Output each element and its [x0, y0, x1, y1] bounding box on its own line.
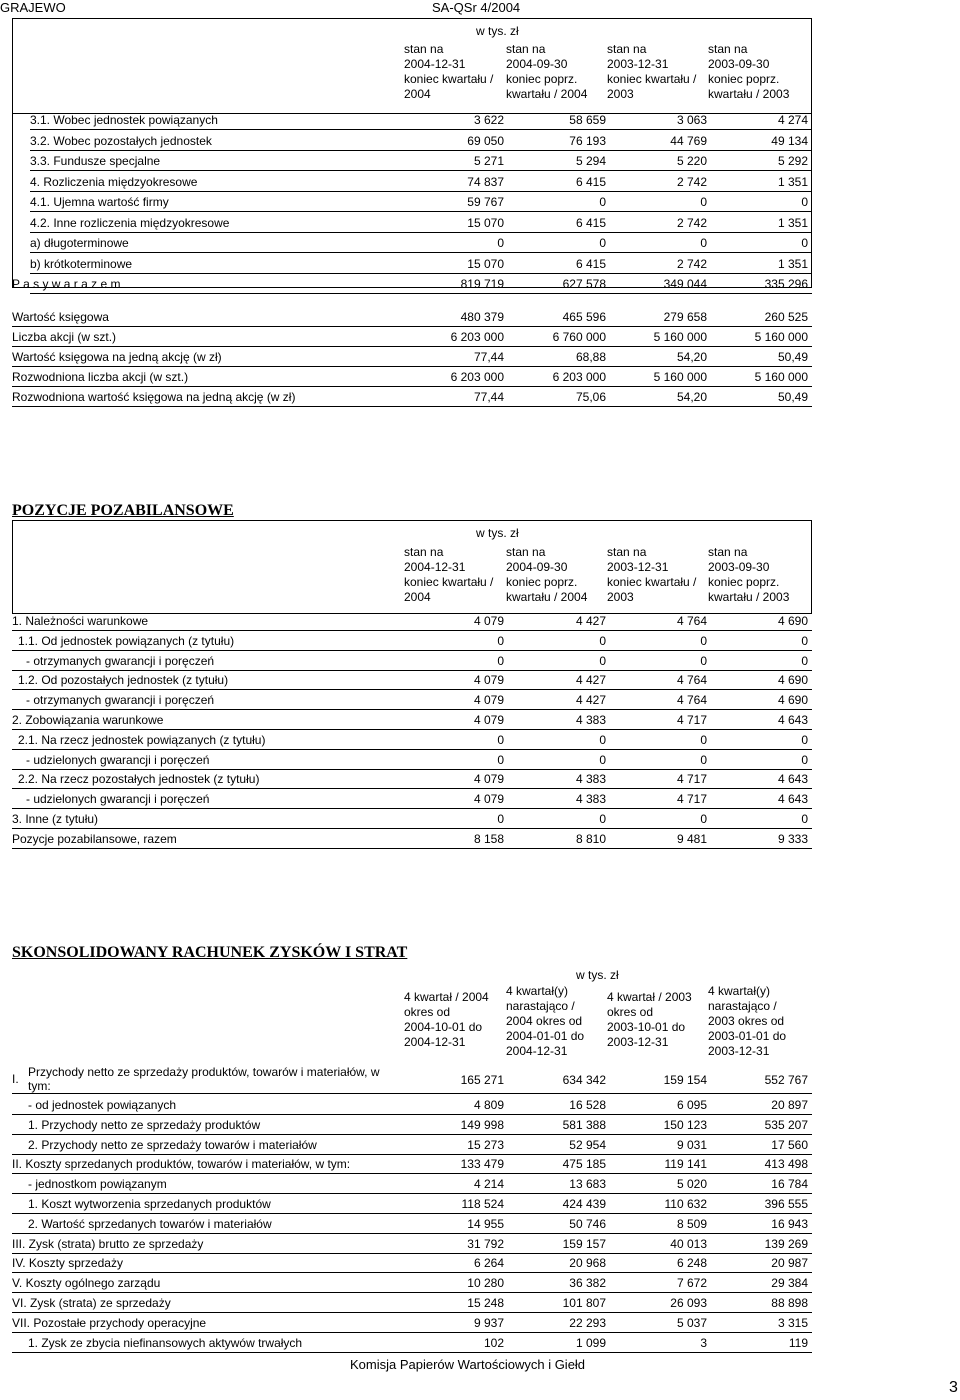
column-header: 4 kwartał(y) narastająco / 2003 okres od 2003-01-01 do 2003-12-31	[708, 984, 787, 1058]
row-value: 29 384	[771, 1276, 808, 1291]
row-value: 5 037	[676, 1315, 707, 1330]
page-number: 3	[949, 1379, 958, 1396]
row-value: 9 481	[676, 831, 707, 846]
row-value: 0	[599, 633, 606, 648]
row-label: 3.3. Fundusze specjalne	[30, 154, 161, 168]
row-value: 13 683	[569, 1177, 606, 1192]
footer-text: Komisja Papierów Wartościowych i Giełd	[350, 1357, 586, 1372]
row-value: 22 293	[569, 1315, 606, 1330]
row-value: 1 351	[777, 215, 808, 230]
row-value: 627 578	[562, 277, 606, 291]
row-label: 3. Inne (z tytułu)	[12, 812, 99, 826]
row-value: 4 690	[777, 614, 808, 628]
off-balance-row	[0, 651, 960, 671]
row-value: 6 248	[676, 1256, 707, 1271]
row-label: - jednostkom powiązanym	[28, 1177, 167, 1192]
row-value: 0	[700, 752, 707, 767]
row-value: 6 203 000	[552, 370, 606, 384]
row-value: 15 070	[467, 256, 504, 271]
row-value: 4 690	[777, 693, 808, 708]
row-value: 54,20	[676, 390, 707, 404]
row-label: 2.2. Na rzecz pozostałych jednostek (z tytułu)	[18, 772, 260, 787]
column-header: stan na 2004-09-30 koniec poprz. kwartału / 2004	[506, 42, 588, 101]
row-value: 4 717	[676, 792, 707, 807]
row-label: 1. Przychody netto ze sprzedaży produktów	[28, 1117, 261, 1132]
row-value: 4 717	[676, 772, 707, 787]
row-label: 4. Rozliczenia międzyokresowe	[30, 174, 198, 189]
off-balance-row	[0, 769, 960, 789]
row-value: 31 792	[467, 1236, 504, 1251]
row-value: 15 248	[467, 1296, 504, 1310]
row-rule	[12, 1093, 812, 1094]
income-first-value: 634 342	[562, 1073, 606, 1087]
row-value: 260 525	[764, 310, 808, 324]
row-label: 3.2. Wobec pozostałych jednostek	[30, 133, 212, 148]
income-row	[0, 1234, 960, 1254]
row-value: 40 013	[670, 1236, 707, 1251]
row-label: 4.1. Ujemna wartość firmy	[30, 195, 169, 209]
row-value: 0	[700, 732, 707, 747]
row-value: 150 123	[663, 1117, 707, 1132]
row-value: 8 509	[676, 1216, 707, 1231]
row-value: 4 643	[777, 792, 808, 807]
row-value: 4 643	[777, 713, 808, 727]
row-value: 102	[483, 1335, 504, 1350]
income-row	[0, 1154, 960, 1174]
row-value: 52 954	[569, 1137, 606, 1152]
row-value: 0	[801, 236, 808, 250]
row-value: 0	[497, 732, 504, 747]
income-row	[0, 1293, 960, 1313]
unit-label: w tys. zł	[476, 24, 519, 38]
row-label: Rozwodniona wartość księgowa na jedną akcję (w zł)	[12, 390, 296, 404]
row-value: 0	[599, 752, 606, 767]
row-value: 480 379	[460, 310, 504, 324]
income-row	[0, 1273, 960, 1293]
row-value: 465 596	[562, 310, 606, 324]
row-value: 0	[700, 653, 707, 668]
column-header: stan na 2003-12-31 koniec kwartału / 2003	[607, 545, 697, 604]
column-header: stan na 2004-12-31 koniec kwartału / 2004	[404, 545, 494, 604]
row-value: 110 632	[664, 1197, 707, 1211]
row-value: 0	[599, 236, 606, 250]
row-label: 2. Wartość sprzedanych towarów i materiałów	[28, 1216, 272, 1231]
row-label: VII. Pozostałe przychody operacyjne	[12, 1315, 207, 1330]
row-label: IV. Koszty sprzedaży	[12, 1256, 123, 1271]
liabilities-bottom-frame	[12, 114, 812, 288]
row-label: VI. Zysk (strata) ze sprzedaży	[12, 1296, 171, 1310]
row-value: 413 498	[764, 1157, 808, 1172]
row-label: - udzielonych gwarancji i poręczeń	[26, 752, 210, 767]
row-value: 4 690	[777, 673, 808, 688]
row-value: 6 415	[575, 174, 606, 189]
income-row	[0, 1253, 960, 1273]
row-value: 88 898	[771, 1296, 808, 1310]
row-value: 119 141	[664, 1157, 707, 1172]
row-value: 0	[801, 752, 808, 767]
income-row	[0, 1095, 960, 1115]
row-value: 3	[700, 1335, 707, 1350]
off-balance-row	[0, 789, 960, 809]
row-value: 4 764	[676, 614, 707, 628]
row-label: - otrzymanych gwarancji i poręczeń	[26, 693, 215, 708]
column-header: 4 kwartał / 2003 okres od 2003-10-01 do 2003-12-31	[607, 990, 692, 1049]
row-value: 3 315	[777, 1315, 808, 1330]
row-value: 2 742	[676, 256, 707, 271]
column-header: stan na 2004-09-30 koniec poprz. kwartału / 2004	[506, 545, 588, 604]
row-value: 0	[599, 812, 606, 826]
row-value: 5 160 000	[754, 370, 808, 384]
row-value: 4 079	[473, 693, 504, 708]
row-value: 4 427	[575, 693, 606, 708]
row-value: 0	[801, 195, 808, 209]
row-value: 3 622	[473, 113, 504, 127]
row-value: 1 351	[777, 174, 808, 189]
row-rule	[30, 293, 812, 294]
row-value: 0	[497, 633, 504, 648]
row-value: 0	[801, 732, 808, 747]
row-label: P a s y w a r a z e m	[12, 277, 121, 291]
row-value: 535 207	[764, 1117, 808, 1132]
row-label: b) krótkoterminowe	[30, 256, 133, 271]
off-balance-row	[0, 690, 960, 710]
income-first-label-1: Przychody netto ze sprzedaży produktów, towarów i materiałów, w	[28, 1065, 380, 1079]
row-label: Rozwodniona liczba akcji (w szt.)	[12, 370, 189, 384]
row-value: 5 294	[575, 154, 606, 168]
row-label: Pozycje pozabilansowe, razem	[12, 831, 177, 846]
row-value: 349 044	[663, 277, 707, 291]
row-value: 15 070	[467, 215, 504, 230]
row-value: 9 937	[473, 1315, 504, 1330]
row-value: 0	[497, 653, 504, 668]
row-value: 475 185	[562, 1157, 606, 1172]
off-balance-row	[0, 809, 960, 829]
row-value: 4 383	[575, 713, 606, 727]
row-value: 118 524	[461, 1197, 504, 1211]
row-value: 4 383	[575, 792, 606, 807]
row-value: 50 746	[569, 1216, 606, 1231]
company-name: GRAJEWO	[0, 0, 66, 15]
row-value: 5 160 000	[754, 330, 808, 344]
row-value: 0	[801, 812, 808, 826]
row-value: 4 079	[473, 673, 504, 688]
row-value: 0	[700, 195, 707, 209]
row-value: 4 274	[777, 113, 808, 127]
row-label: Wartość księgowa na jedną akcję (w zł)	[12, 350, 222, 364]
income-row	[0, 1135, 960, 1155]
book-value-row	[0, 387, 960, 407]
row-value: 0	[599, 653, 606, 668]
row-value: 4 427	[575, 673, 606, 688]
income-row	[0, 1115, 960, 1135]
row-value: 6 760 000	[552, 330, 606, 344]
row-value: 59 767	[467, 195, 504, 209]
row-value: 0	[599, 195, 606, 209]
column-header: 4 kwartał(y) narastająco / 2004 okres od 2004-01-01 do 2004-12-31	[506, 984, 585, 1058]
row-value: 1 351	[777, 256, 808, 271]
row-rule	[12, 1352, 812, 1353]
row-value: 819 719	[460, 277, 504, 291]
row-label: Wartość księgowa	[12, 310, 109, 324]
row-value: 20 897	[771, 1098, 808, 1112]
row-label: 1.2. Od pozostałych jednostek (z tytułu)	[18, 673, 229, 688]
column-header: stan na 2003-09-30 koniec poprz. kwartału / 2003	[708, 545, 790, 604]
row-value: 49 134	[771, 133, 808, 148]
row-value: 4 214	[473, 1177, 504, 1192]
row-label: 2.1. Na rzecz jednostek powiązanych (z tytułu)	[18, 732, 266, 747]
row-value: 0	[599, 732, 606, 747]
row-value: 6 203 000	[450, 370, 504, 384]
row-value: 4 764	[676, 693, 707, 708]
row-value: 26 093	[670, 1296, 707, 1310]
row-value: 279 658	[663, 310, 707, 324]
row-value: 4 717	[676, 713, 707, 727]
row-value: 68,88	[575, 350, 606, 364]
row-rule	[12, 848, 812, 849]
row-label: 2. Przychody netto ze sprzedaży towarów i materiałów	[28, 1137, 317, 1152]
row-value: 4 427	[575, 614, 606, 628]
row-value: 4 383	[575, 772, 606, 787]
row-value: 1 099	[575, 1335, 606, 1350]
income-row	[0, 1174, 960, 1194]
row-value: 58 659	[569, 113, 606, 127]
row-value: 2 742	[676, 174, 707, 189]
row-value: 54,20	[676, 350, 707, 364]
row-value: 133 479	[460, 1157, 504, 1172]
row-value: 0	[700, 812, 707, 826]
book-value-row	[0, 347, 960, 367]
row-value: 5 020	[676, 1177, 707, 1192]
income-row-first	[0, 1064, 960, 1094]
row-value: 119	[788, 1335, 808, 1350]
row-label: 4.2. Inne rozliczenia międzyokresowe	[30, 215, 230, 230]
row-value: 6 415	[575, 215, 606, 230]
row-value: 4 809	[473, 1098, 504, 1112]
row-label: Liczba akcji (w szt.)	[12, 330, 117, 344]
row-value: 8 810	[575, 831, 606, 846]
off-balance-row	[0, 631, 960, 651]
off-balance-row	[0, 750, 960, 770]
row-value: 36 382	[569, 1276, 606, 1291]
row-value: 0	[700, 236, 707, 250]
row-label: - udzielonych gwarancji i poręczeń	[26, 792, 210, 807]
row-value: 75,06	[575, 390, 606, 404]
book-value-row	[0, 367, 960, 387]
row-value: 4 079	[473, 614, 504, 628]
row-rule	[12, 406, 812, 407]
income-first-value: 159 154	[663, 1073, 707, 1087]
book-value-row	[0, 327, 960, 347]
row-value: 335 296	[764, 277, 808, 291]
row-value: 15 273	[467, 1137, 504, 1152]
off-balance-row	[0, 730, 960, 750]
row-value: 5 220	[676, 154, 707, 168]
row-value: 0	[497, 236, 504, 250]
row-label: - otrzymanych gwarancji i poręczeń	[26, 653, 215, 668]
row-value: 6 264	[473, 1256, 504, 1271]
row-value: 14 955	[467, 1216, 504, 1231]
row-label: 3.1. Wobec jednostek powiązanych	[30, 113, 218, 127]
row-value: 159 157	[562, 1236, 606, 1251]
row-value: 4 764	[676, 673, 707, 688]
income-first-prefix: I.	[12, 1072, 19, 1086]
off-balance-row	[0, 670, 960, 690]
row-value: 77,44	[473, 390, 504, 404]
row-value: 0	[700, 633, 707, 648]
row-value: 77,44	[473, 350, 504, 364]
row-value: 17 560	[771, 1137, 808, 1152]
row-value: 20 968	[569, 1256, 606, 1271]
row-value: 2 742	[676, 215, 707, 230]
income-row	[0, 1333, 960, 1353]
column-header: 4 kwartał / 2004 okres od 2004-10-01 do 2004-12-31	[404, 990, 489, 1049]
row-value: 3 063	[676, 113, 707, 127]
row-value: 5 160 000	[653, 330, 707, 344]
income-row	[0, 1214, 960, 1234]
row-value: 50,49	[777, 390, 808, 404]
income-first-value: 165 271	[460, 1073, 504, 1087]
row-value: 5 271	[473, 154, 504, 168]
row-value: 6 095	[676, 1098, 707, 1112]
row-value: 6 415	[575, 256, 606, 271]
row-value: 20 987	[771, 1256, 808, 1271]
column-header: stan na 2004-12-31 koniec kwartału / 2004	[404, 42, 494, 101]
row-value: 101 807	[562, 1296, 606, 1310]
row-value: 6 203 000	[450, 330, 504, 344]
row-label: - od jednostek powiązanych	[28, 1098, 177, 1112]
row-label: 1. Koszt wytworzenia sprzedanych produktów	[28, 1197, 271, 1211]
report-code: SA-QSr 4/2004	[432, 0, 521, 15]
row-value: 424 439	[562, 1197, 606, 1211]
off-balance-row	[0, 611, 960, 631]
row-value: 69 050	[467, 133, 504, 148]
income-unit-label: w tys. zł	[576, 968, 619, 982]
row-value: 4 079	[473, 713, 504, 727]
row-label: V. Koszty ogólnego zarządu	[12, 1276, 161, 1291]
row-label: 2. Zobowiązania warunkowe	[12, 713, 164, 727]
row-value: 44 769	[670, 133, 707, 148]
row-value: 4 079	[473, 772, 504, 787]
income-row	[0, 1313, 960, 1333]
row-value: 396 555	[764, 1197, 808, 1211]
row-label: III. Zysk (strata) brutto ze sprzedaży	[12, 1236, 204, 1251]
row-value: 16 784	[771, 1177, 808, 1192]
row-value: 10 280	[467, 1276, 504, 1291]
column-header: stan na 2003-12-31 koniec kwartału / 2003	[607, 42, 697, 101]
row-value: 0	[801, 633, 808, 648]
off-balance-unit-label: w tys. zł	[476, 526, 519, 540]
row-value: 50,49	[777, 350, 808, 364]
row-value: 5 160 000	[653, 370, 707, 384]
income-title: SKONSOLIDOWANY RACHUNEK ZYSKÓW I STRAT	[12, 944, 408, 961]
row-value: 8 158	[473, 831, 504, 846]
income-first-label-2: tym:	[28, 1079, 51, 1093]
row-label: II. Koszty sprzedanych produktów, towarów i materiałów, w tym:	[12, 1157, 351, 1172]
row-value: 9 031	[676, 1137, 707, 1152]
off-balance-row	[0, 710, 960, 730]
row-value: 76 193	[569, 133, 606, 148]
income-row	[0, 1194, 960, 1214]
row-value: 7 672	[676, 1276, 707, 1291]
row-value: 74 837	[467, 174, 504, 189]
row-value: 9 333	[777, 831, 808, 846]
book-value-row	[0, 307, 960, 327]
off-balance-title: POZYCJE POZABILANSOWE	[12, 502, 234, 519]
row-label: 1. Należności warunkowe	[12, 614, 149, 628]
row-value: 0	[497, 752, 504, 767]
row-label: a) długoterminowe	[30, 236, 129, 250]
off-balance-row	[0, 829, 960, 849]
row-value: 139 269	[764, 1236, 808, 1251]
row-value: 149 998	[460, 1117, 504, 1132]
row-value: 4 079	[473, 792, 504, 807]
row-label: 1.1. Od jednostek powiązanych (z tytułu)	[18, 633, 235, 648]
income-first-value: 552 767	[764, 1073, 808, 1087]
row-value: 16 528	[569, 1098, 606, 1112]
row-value: 5 292	[777, 154, 808, 168]
row-value: 16 943	[771, 1216, 808, 1231]
row-value: 4 643	[777, 772, 808, 787]
row-value: 581 388	[562, 1117, 606, 1132]
row-value: 0	[497, 812, 504, 826]
column-header: stan na 2003-09-30 koniec poprz. kwartału / 2003	[708, 42, 790, 101]
row-value: 0	[801, 653, 808, 668]
row-label: 1. Zysk ze zbycia niefinansowych aktywów trwałych	[28, 1335, 303, 1350]
